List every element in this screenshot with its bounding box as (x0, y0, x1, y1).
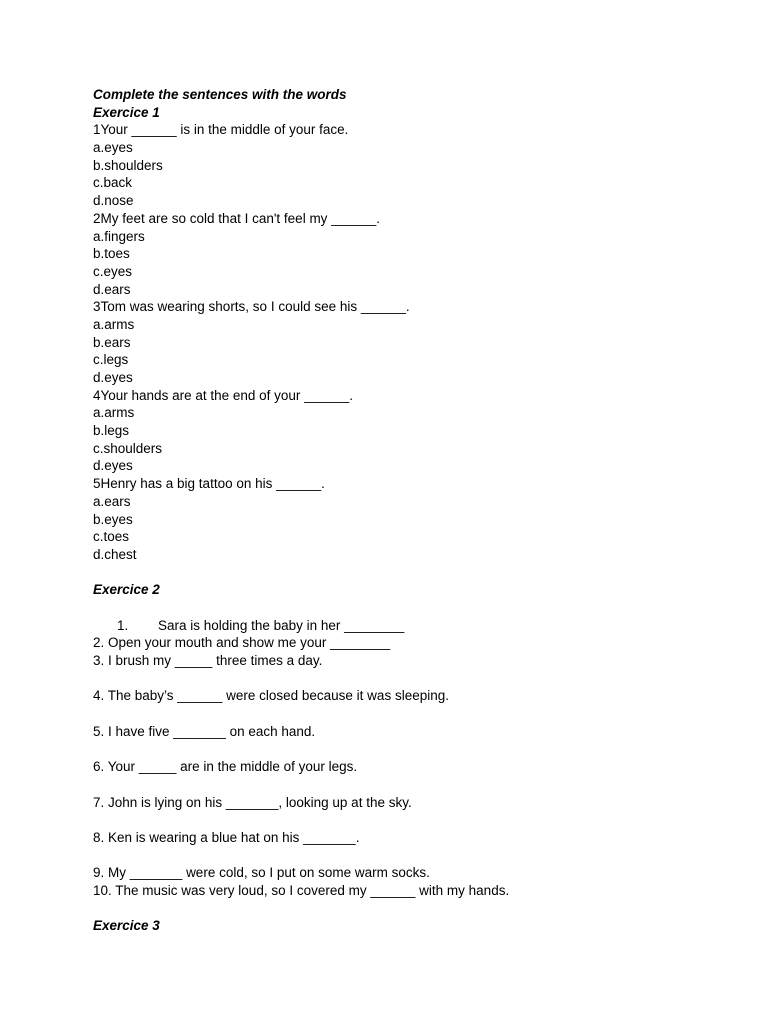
exercise-2-item-1-number: 1. (117, 617, 129, 633)
exercise-2-item-1-text: Sara is holding the baby in her ________ (158, 617, 405, 633)
question-2-option-c: c.eyes (93, 263, 133, 279)
exercise-2-item-7: 7. John is lying on his _______, looking up at the sky. (93, 794, 412, 810)
question-1-option-d: d.nose (93, 193, 134, 209)
question-3-option-c: c.legs (93, 352, 129, 368)
question-5-option-b: b.eyes (93, 511, 133, 527)
spacer (93, 705, 733, 723)
spacer (93, 847, 733, 865)
exercise-2-heading: Exercice 2 (93, 582, 160, 598)
question-2-option-a: a.fingers (93, 228, 145, 244)
exercise-2-item-8: 8. Ken is wearing a blue hat on his _______. (93, 829, 360, 845)
question-1-option-a: a.eyes (93, 140, 133, 156)
question-5-option-a: a.ears (93, 493, 131, 509)
question-3: 3Tom was wearing shorts, so I could see his ______. (93, 299, 410, 315)
exercise-3-heading: Exercice 3 (93, 918, 160, 934)
spacer (93, 564, 733, 582)
exercise-2-item-5: 5. I have five _______ on each hand. (93, 723, 316, 739)
question-1-option-b: b.shoulders (93, 157, 163, 173)
exercise-2-item-3: 3. I brush my _____ three times a day. (93, 653, 323, 668)
question-1: 1Your ______ is in the middle of your face. (93, 122, 349, 138)
question-5-option-d: d.chest (93, 546, 137, 562)
question-4: 4Your hands are at the end of your ______. (93, 387, 353, 403)
worksheet-page (93, 86, 733, 935)
exercise-1-heading: Exercice 1 (93, 104, 160, 120)
spacer (93, 900, 733, 918)
spacer (93, 811, 733, 829)
question-1-option-c: c.back (93, 175, 133, 191)
exercise-2-item-6: 6. Your _____ are in the middle of your legs. (93, 759, 358, 775)
exercise-2-item-4: 4. The baby’s ______ were closed because it was sleeping. (93, 688, 449, 704)
question-2: 2My feet are so cold that I can't feel my ______. (93, 210, 380, 226)
question-4-option-c: c.shoulders (93, 440, 163, 456)
question-4-option-b: b.legs (93, 423, 130, 439)
question-4-option-a: a.arms (93, 405, 135, 421)
spacer (93, 776, 733, 794)
question-2-option-b: b.toes (93, 246, 130, 262)
spacer (93, 670, 733, 688)
question-3-option-b: b.ears (93, 334, 131, 350)
question-3-option-d: d.eyes (93, 370, 133, 385)
question-5-option-c: c.toes (93, 529, 130, 545)
question-5: 5Henry has a big tattoo on his ______. (93, 476, 325, 492)
exercise-2-item-10: 10. The music was very loud, so I covered my ______ with my hands. (93, 882, 510, 898)
question-3-option-a: a.arms (93, 316, 135, 332)
question-2-option-d: d.ears (93, 281, 131, 297)
exercise-2-item-1 (93, 599, 733, 633)
question-4-option-d: d.eyes (93, 458, 133, 474)
exercise-2-item-9: 9. My _______ were cold, so I put on some warm socks. (93, 865, 430, 881)
exercise-2-item-2: 2. Open your mouth and show me your ________ (93, 635, 391, 651)
spacer (93, 740, 733, 758)
worksheet-title: Complete the sentences with the words (93, 87, 347, 102)
